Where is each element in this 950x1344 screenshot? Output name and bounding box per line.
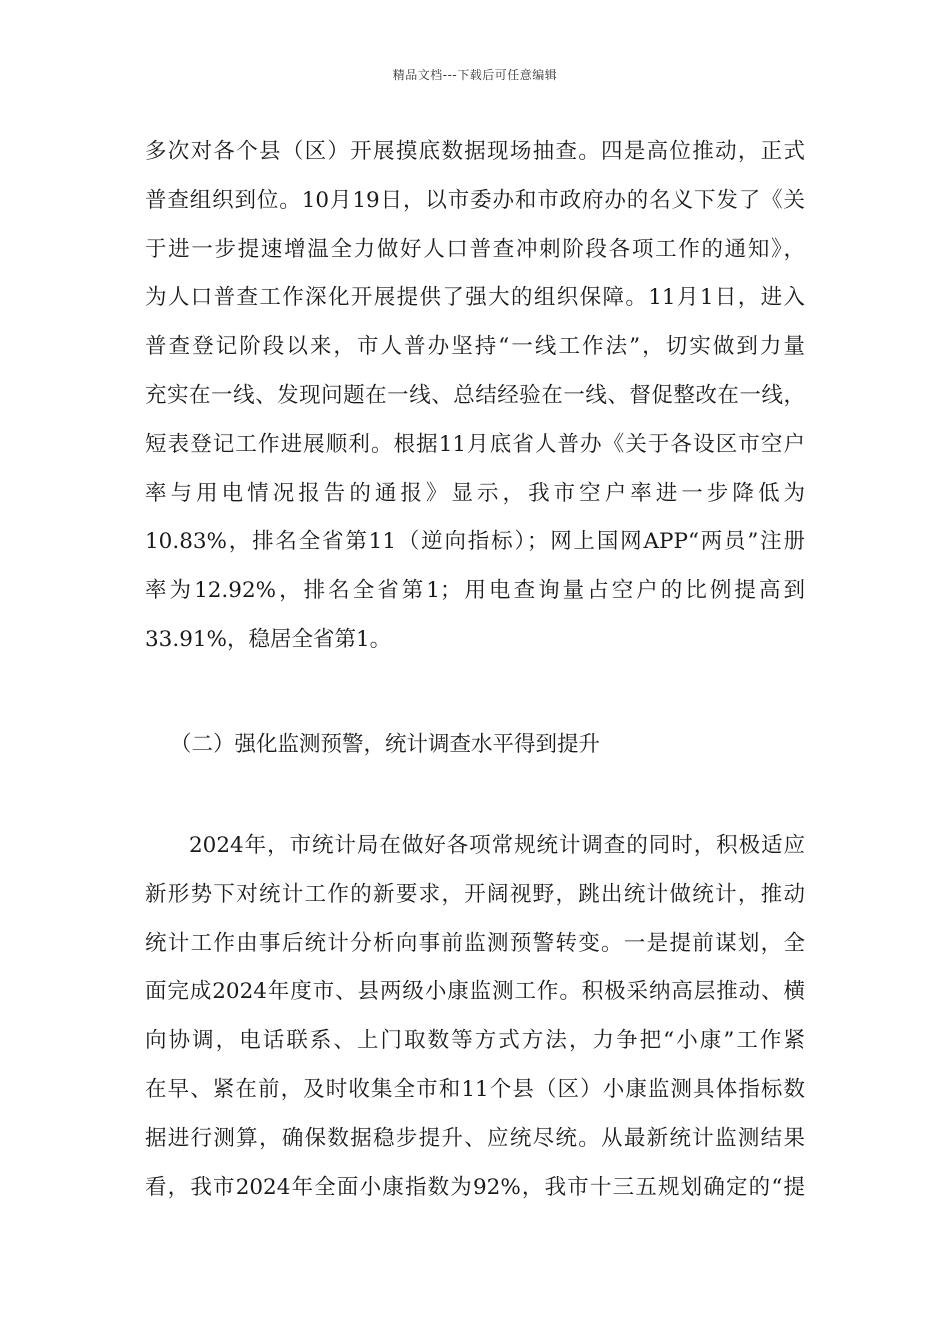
paragraph-line: 据进行测算，确保数据稳步提升、应统尽统。从最新统计监测结果 (145, 1125, 805, 1151)
paragraph-line: 向协调，电话联系、上门取数等方式方法，力争把“小康”工作紧 (145, 1028, 805, 1054)
paragraph-line: 于进一步提速增温全力做好人口普查冲刺阶段各项工作的通知》， (145, 236, 805, 262)
paragraph-line: 看，我市2024年全面小康指数为92%，我市十三五规划确定的“提 (145, 1174, 805, 1200)
paragraph-line: 普查登记阶段以来，市人普办坚持“一线工作法”，切实做到力量 (145, 334, 805, 360)
paragraph-line: 多次对各个县（区）开展摸底数据现场抽查。四是高位推动，正式 (145, 139, 805, 164)
paragraph-line: 普查组织到位。10月19日，以市委办和市政府办的名义下发了《关 (145, 187, 805, 213)
paragraph-line: 为人口普查工作深化开展提供了强大的组织保障。11月1日，进入 (145, 285, 805, 311)
paragraph-line: 短表登记工作进展顺利。根据11月底省人普办《关于各设区市空户 (145, 431, 805, 457)
paragraph-line: 率为12.92%，排名全省第1；用电查询量占空户的比例提高到 (145, 578, 805, 604)
paragraph-line: 统计工作由事后统计分析向事前监测预警转变。一是提前谋划，全 (145, 930, 805, 956)
paragraph-line: 充实在一线、发现问题在一线、总结经验在一线、督促整改在一线， (145, 382, 805, 408)
paragraph-line: 2024年，市统计局在做好各项常规统计调查的同时，积极适应 (189, 833, 805, 858)
paragraph-line: 率与用电情况报告的通报》显示，我市空户率进一步降低为 (145, 480, 805, 506)
paragraph-line: 新形势下对统计工作的新要求，开阔视野，跳出统计做统计，推动 (145, 881, 805, 907)
paragraph-line: 在早、紧在前，及时收集全市和11个县（区）小康监测具体指标数 (145, 1076, 805, 1102)
paragraph-line: 面完成2024年度市、县两级小康监测工作。积极采纳高层推动、横 (145, 979, 805, 1005)
paragraph-2 (145, 822, 805, 1212)
paragraph-line: 33.91%，稳居全省第1。 (145, 626, 392, 652)
paragraph-1 (145, 128, 805, 665)
page-header: 精品文档---下载后可任意编辑 (392, 68, 558, 82)
section-heading: （二）强化监测预警，统计调查水平得到提升 (170, 732, 601, 757)
paragraph-line: 10.83%，排名全省第11（逆向指标）；网上国网APP“两员”注册 (145, 529, 805, 555)
